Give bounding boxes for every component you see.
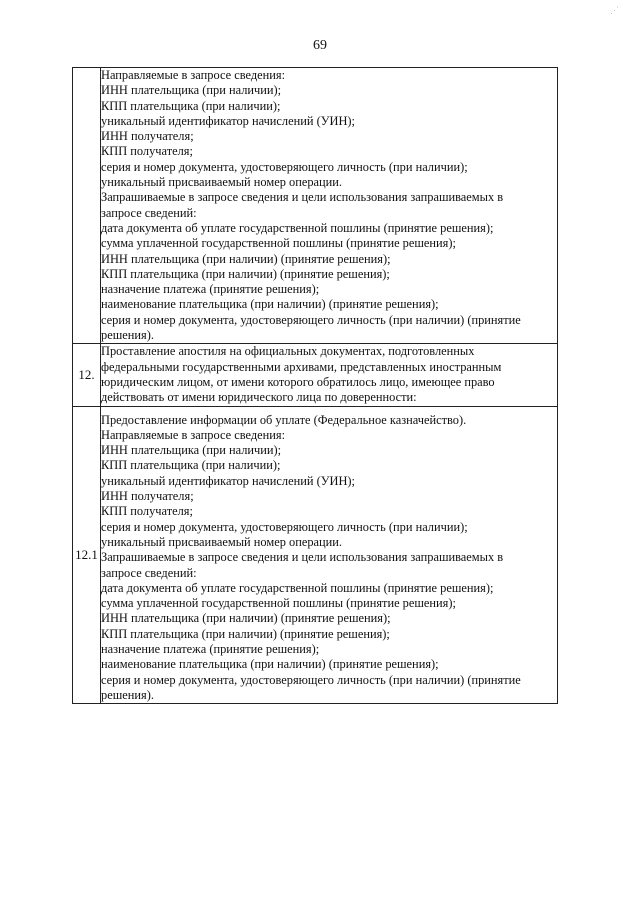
text-line: запросе сведений: [101,205,197,220]
text-line: решения). [101,328,154,343]
text-line: решения). [101,687,154,702]
text-line: назначение платежа (принятие решения); [101,282,320,297]
scan-corner-mark: ⋰ [610,5,619,15]
text-line: ИНН плательщика (при наличии) (принятие решения); [101,611,391,626]
text-line: серия и номер документа, удостоверяющего личность (при наличии); [101,519,468,534]
row-text [101,344,558,406]
text-line: ИНН получателя; [101,489,194,504]
text-line: серия и номер документа, удостоверяющего личность (при наличии); [101,159,468,174]
text-line: уникальный присваиваемый номер операции. [101,534,343,549]
text-line: уникальный идентификатор начислений (УИН); [101,473,355,488]
text-line: КПП плательщика (при наличии); [101,458,281,473]
text-line: КПП получателя; [101,144,193,159]
text-line: уникальный идентификатор начислений (УИН); [101,113,355,128]
text-line: сумма уплаченной государственной пошлины (принятие решения); [101,236,456,251]
text-line: Направляемые в запросе сведения: [101,427,286,442]
row-text [101,406,558,704]
table-row [73,406,558,704]
text-line: наименование плательщика (при наличии) (принятие решения); [101,297,439,312]
page-number: 69 [313,38,327,53]
text-line: юридическим лицом, от имени которого обратилось лицо, имеющее право [101,374,495,389]
text-line: КПП плательщика (при наличии); [101,98,281,113]
row-number: 12. [73,344,101,406]
text-line: запросе сведений: [101,565,197,580]
table-row [73,344,558,406]
text-line: КПП получателя; [101,504,193,519]
text-line: Проставление апостиля на официальных документах, подготовленных [101,344,475,359]
text-line: федеральными государственными архивами, представленных иностранным [101,359,502,374]
row-number [73,68,101,344]
text-line: серия и номер документа, удостоверяющего личность (при наличии) (принятие [101,672,521,687]
row-number: 12.1 [73,406,101,704]
table-row [73,68,558,344]
text-line: серия и номер документа, удостоверяющего личность (при наличии) (принятие [101,312,521,327]
text-line: Направляемые в запросе сведения: [101,68,286,82]
text-line: КПП плательщика (при наличии) (принятие решения); [101,626,390,641]
services-table [72,67,558,704]
text-line: КПП плательщика (при наличии) (принятие решения); [101,266,390,281]
text-line: уникальный присваиваемый номер операции. [101,175,343,190]
row-text [101,68,558,344]
text-line: Предоставление информации об уплате (Федеральное казначейство). [101,412,467,427]
text-line: дата документа об уплате государственной пошлины (принятие решения); [101,580,494,595]
text-line: действовать от имени юридического лица по доверенности: [101,390,417,405]
text-line: Запрашиваемые в запросе сведения и цели использования запрашиваемых в [101,550,504,565]
text-line: дата документа об уплате государственной пошлины (принятие решения); [101,220,494,235]
text-line: ИНН плательщика (при наличии) (принятие решения); [101,251,391,266]
text-line: наименование плательщика (при наличии) (принятие решения); [101,657,439,672]
text-line: Запрашиваемые в запросе сведения и цели использования запрашиваемых в [101,190,504,205]
text-line: ИНН получателя; [101,129,194,144]
text-line: назначение платежа (принятие решения); [101,641,320,656]
text-line: сумма уплаченной государственной пошлины (принятие решения); [101,596,456,611]
text-line: ИНН плательщика (при наличии); [101,443,282,458]
text-line: ИНН плательщика (при наличии); [101,83,282,98]
